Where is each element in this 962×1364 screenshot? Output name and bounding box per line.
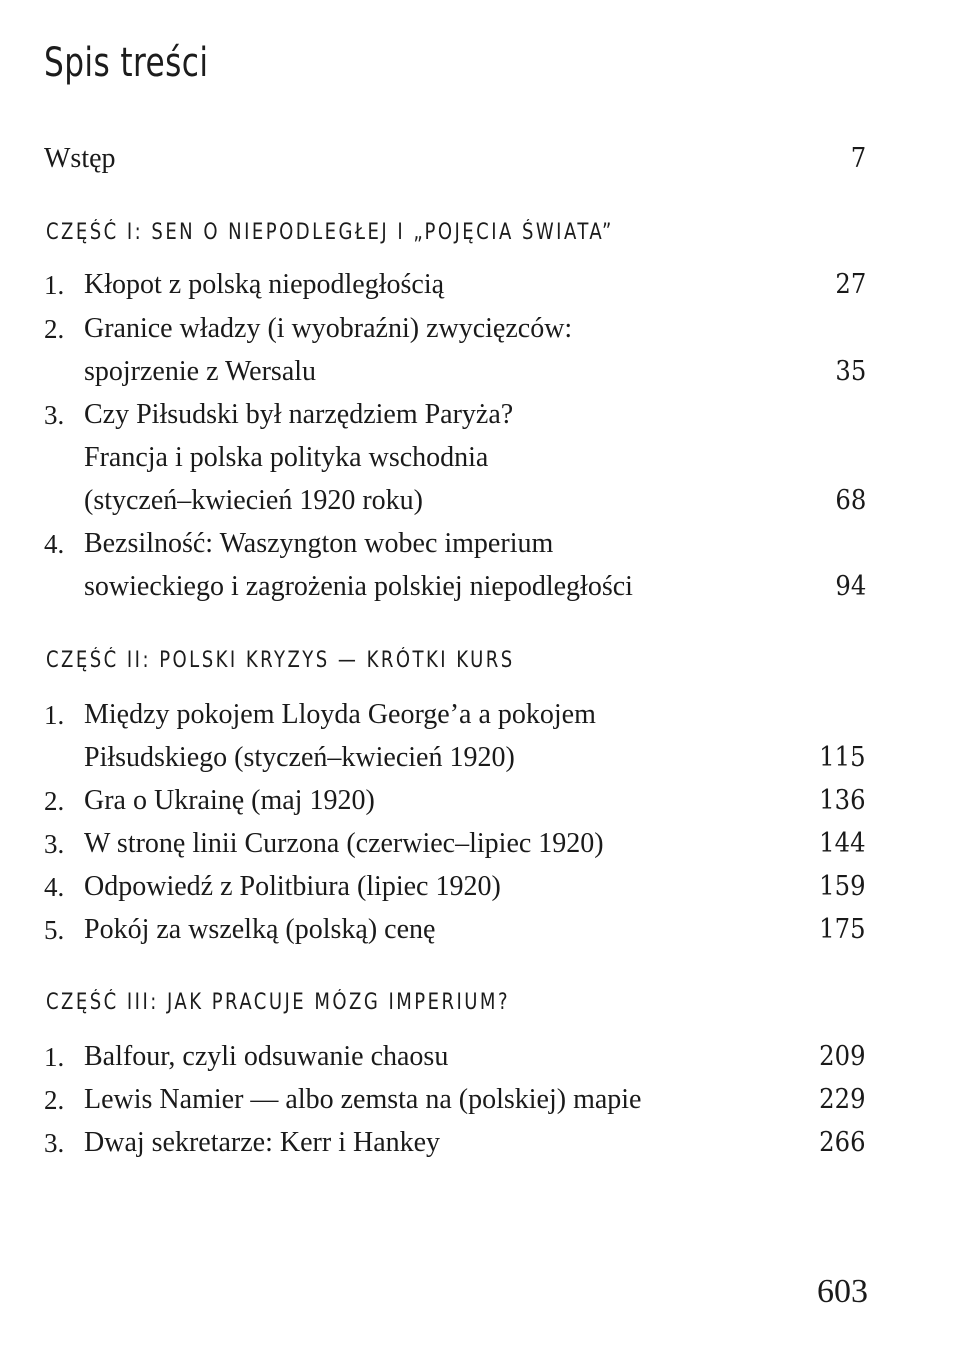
chapter-number: 2. xyxy=(44,786,65,816)
chapter-number: 1. xyxy=(44,700,65,730)
chapter-number: 2. xyxy=(44,314,65,344)
chapter-page: 68 xyxy=(835,485,866,516)
chapter-title: Balfour, czyli odsuwanie chaosu xyxy=(84,1041,449,1072)
chapter-page: 35 xyxy=(835,356,866,387)
part-1-heading: CZĘŚĆ I: SEN O NIEPODLEGŁEJ I „POJĘCIA ŚWIATA” xyxy=(46,220,614,245)
chapter-title: Lewis Namier — albo zemsta na (polskiej) mapie xyxy=(84,1084,642,1115)
toc-intro-label: Wstęp xyxy=(44,143,116,174)
chapter-title-cont: Francja i polska polityka wschodnia xyxy=(84,442,489,473)
chapter-page: 209 xyxy=(819,1041,866,1072)
chapter-title: Odpowiedź z Politbiura (lipiec 1920) xyxy=(84,871,501,902)
chapter-number: 3. xyxy=(44,400,65,430)
chapter-title: W stronę linii Curzona (czerwiec–lipiec 1920) xyxy=(84,828,604,859)
chapter-number: 3. xyxy=(44,829,65,859)
chapter-title: Między pokojem Lloyda George’a a pokojem xyxy=(84,699,596,730)
page-title: Spis treści xyxy=(44,40,209,86)
chapter-page: 27 xyxy=(835,269,866,300)
chapter-title: Pokój za wszelką (polską) cenę xyxy=(84,914,436,945)
chapter-page: 229 xyxy=(819,1084,866,1115)
chapter-page: 136 xyxy=(819,785,866,816)
chapter-page: 115 xyxy=(819,742,866,773)
chapter-number: 1. xyxy=(44,270,65,300)
chapter-number: 4. xyxy=(44,529,65,559)
chapter-title: Bezsilność: Waszyngton wobec imperium xyxy=(84,528,554,559)
chapter-title-cont: spojrzenie z Wersalu xyxy=(84,356,317,387)
part-3-heading: CZĘŚĆ III: JAK PRACUJE MÓZG IMPERIUM? xyxy=(46,990,511,1015)
chapter-title: Gra o Ukrainę (maj 1920) xyxy=(84,785,375,816)
part-2-heading: CZĘŚĆ II: POLSKI KRYZYS — KRÓTKI KURS xyxy=(46,648,515,673)
chapter-number: 2. xyxy=(44,1085,65,1115)
chapter-page: 266 xyxy=(819,1127,866,1158)
chapter-title: Kłopot z polską niepodległością xyxy=(84,269,445,300)
chapter-title-cont: sowieckiego i zagrożenia polskiej niepodległości xyxy=(84,571,633,602)
chapter-title: Dwaj sekretarze: Kerr i Hankey xyxy=(84,1127,441,1158)
chapter-title-cont: Piłsudskiego (styczeń–kwiecień 1920) xyxy=(84,742,515,773)
toc-intro-page: 7 xyxy=(850,143,866,174)
chapter-title: Granice władzy (i wyobraźni) zwycięzców: xyxy=(84,313,573,344)
chapter-title-cont: (styczeń–kwiecień 1920 roku) xyxy=(84,485,423,516)
chapter-page: 175 xyxy=(819,914,866,945)
page-number: 603 xyxy=(817,1273,868,1310)
chapter-page: 144 xyxy=(819,828,866,859)
chapter-number: 4. xyxy=(44,872,65,902)
chapter-number: 1. xyxy=(44,1042,65,1072)
chapter-number: 5. xyxy=(44,915,65,945)
chapter-page: 159 xyxy=(819,871,866,902)
chapter-title: Czy Piłsudski był narzędziem Paryża? xyxy=(84,399,514,430)
chapter-page: 94 xyxy=(835,571,866,602)
chapter-number: 3. xyxy=(44,1128,65,1158)
